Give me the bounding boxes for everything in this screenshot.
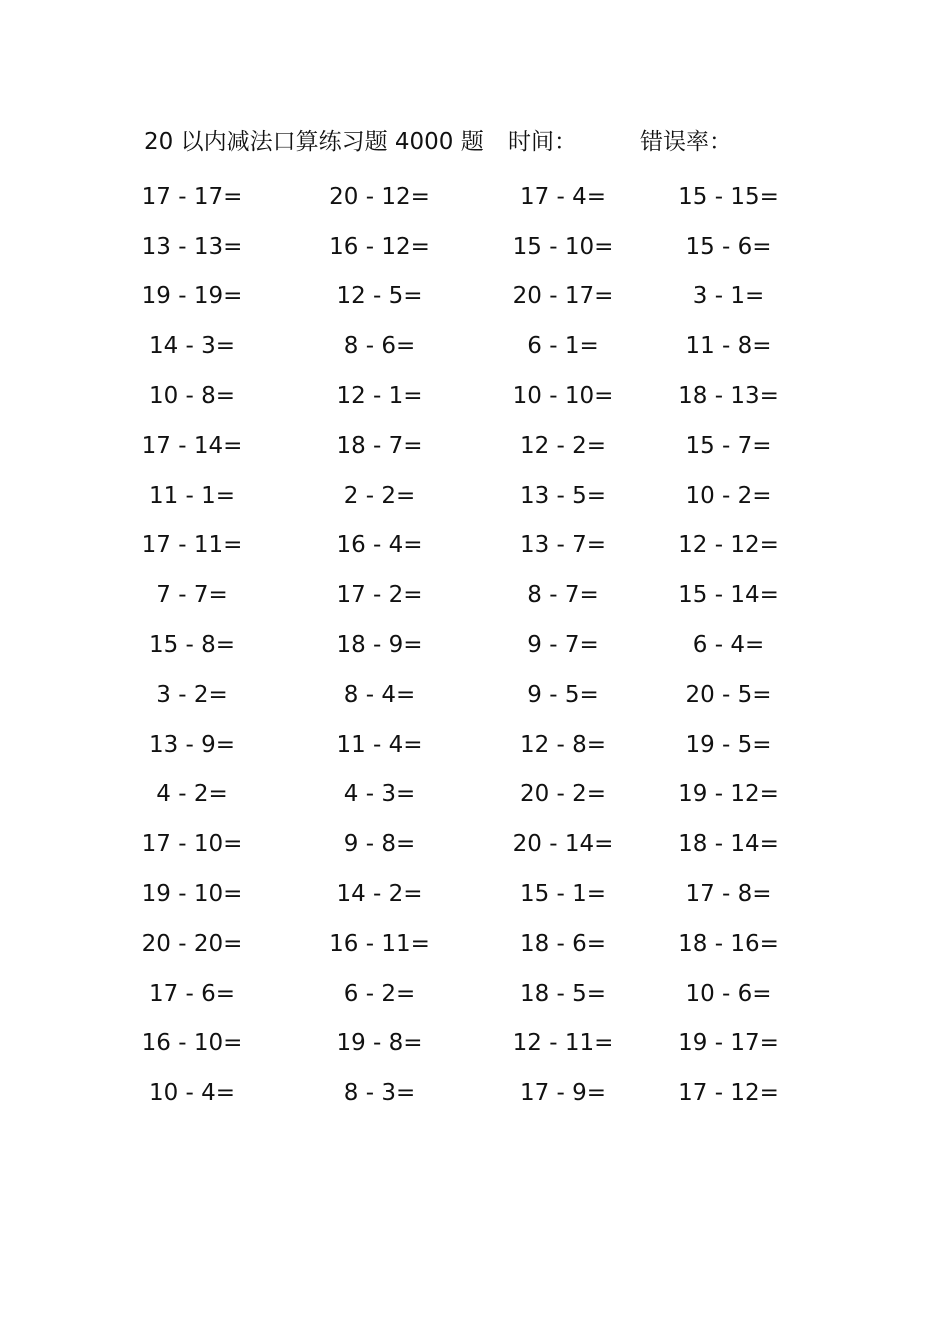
problem-cell: 20 - 14= — [512, 831, 614, 858]
problem-row — [120, 521, 820, 571]
problem-cell: 12 - 2= — [519, 432, 607, 459]
problem-row — [120, 421, 820, 471]
worksheet-title: 20 以内减法口算练习题 4000 题 — [144, 129, 484, 155]
problem-cell: 15 - 8= — [148, 632, 236, 659]
problem-cell: 15 - 15= — [678, 183, 779, 210]
problem-cell: 19 - 17= — [678, 1030, 779, 1057]
problem-cell: 14 - 3= — [148, 333, 236, 360]
problem-cell: 4 - 2= — [156, 781, 228, 808]
problem-cell: 10 - 4= — [148, 1080, 236, 1107]
problem-row — [120, 172, 820, 222]
problem-row — [120, 471, 820, 521]
problem-cell: 12 - 8= — [519, 731, 607, 758]
problem-cell: 11 - 4= — [336, 731, 423, 758]
problem-cell: 16 - 12= — [329, 233, 430, 260]
problem-cell: 17 - 10= — [141, 831, 243, 858]
problem-cell: 16 - 4= — [336, 532, 423, 559]
problem-cell: 17 - 14= — [141, 432, 243, 459]
problem-row — [120, 570, 820, 620]
problem-cell: 8 - 4= — [343, 681, 416, 708]
problem-cell: 15 - 6= — [685, 233, 772, 260]
problem-row — [120, 770, 820, 820]
problem-cell: 18 - 14= — [678, 831, 779, 858]
problem-row — [120, 819, 820, 869]
problem-row — [120, 969, 820, 1019]
time-label: 时间： — [508, 129, 577, 155]
problem-cell: 13 - 13= — [141, 233, 243, 260]
problem-cell: 18 - 6= — [519, 930, 607, 957]
problem-cell: 19 - 10= — [141, 881, 243, 908]
problem-cell: 2 - 2= — [343, 482, 416, 509]
problem-cell: 3 - 2= — [156, 681, 228, 708]
problem-cell: 10 - 6= — [685, 980, 772, 1007]
problem-cell: 12 - 1= — [336, 383, 423, 410]
problem-cell: 3 - 1= — [692, 283, 765, 310]
problem-cell: 17 - 17= — [141, 183, 243, 210]
worksheet-header — [144, 124, 844, 160]
problem-cell: 8 - 7= — [527, 582, 599, 609]
problem-cell: 17 - 4= — [519, 183, 607, 210]
problem-row — [120, 371, 820, 421]
problem-cell: 9 - 8= — [343, 831, 416, 858]
problem-cell: 19 - 12= — [678, 781, 779, 808]
problem-cell: 15 - 7= — [685, 432, 772, 459]
problem-cell: 7 - 7= — [156, 582, 228, 609]
error-rate-label: 错误率： — [640, 129, 732, 155]
problem-cell: 11 - 1= — [148, 482, 236, 509]
problem-cell: 6 - 1= — [527, 333, 599, 360]
problem-cell: 17 - 2= — [336, 582, 423, 609]
problem-cell: 20 - 2= — [519, 781, 607, 808]
problem-cell: 19 - 5= — [685, 731, 772, 758]
problem-grid — [120, 172, 820, 1118]
problem-cell: 10 - 8= — [148, 383, 236, 410]
problem-cell: 8 - 6= — [343, 333, 416, 360]
problem-cell: 17 - 12= — [678, 1080, 779, 1107]
problem-cell: 12 - 11= — [512, 1030, 614, 1057]
problem-cell: 10 - 10= — [512, 383, 614, 410]
problem-cell: 18 - 16= — [678, 930, 779, 957]
problem-cell: 18 - 13= — [678, 383, 779, 410]
problem-cell: 12 - 5= — [336, 283, 423, 310]
problem-cell: 4 - 3= — [343, 781, 416, 808]
problem-cell: 15 - 1= — [519, 881, 607, 908]
problem-cell: 13 - 5= — [519, 482, 607, 509]
problem-row — [120, 869, 820, 919]
problem-cell: 14 - 2= — [336, 881, 423, 908]
problem-row — [120, 670, 820, 720]
problem-cell: 9 - 7= — [527, 632, 599, 659]
problem-cell: 18 - 7= — [336, 432, 423, 459]
problem-cell: 19 - 8= — [336, 1030, 423, 1057]
problem-row — [120, 272, 820, 322]
problem-cell: 20 - 20= — [141, 930, 243, 957]
problem-cell: 6 - 2= — [343, 980, 416, 1007]
problem-cell: 6 - 4= — [692, 632, 765, 659]
problem-row — [120, 720, 820, 770]
problem-cell: 13 - 9= — [148, 731, 236, 758]
problem-cell: 10 - 2= — [685, 482, 772, 509]
problem-cell: 19 - 19= — [141, 283, 243, 310]
problem-cell: 17 - 8= — [685, 881, 772, 908]
problem-cell: 17 - 6= — [148, 980, 236, 1007]
problem-row — [120, 919, 820, 969]
problem-row — [120, 222, 820, 272]
problem-cell: 8 - 3= — [343, 1080, 416, 1107]
problem-cell: 20 - 12= — [329, 183, 430, 210]
problem-row — [120, 1019, 820, 1069]
problem-cell: 18 - 5= — [519, 980, 607, 1007]
problem-cell: 9 - 5= — [527, 681, 599, 708]
problem-row — [120, 620, 820, 670]
problem-cell: 17 - 9= — [519, 1080, 607, 1107]
problem-cell: 16 - 10= — [141, 1030, 243, 1057]
problem-cell: 20 - 17= — [512, 283, 614, 310]
problem-cell: 11 - 8= — [685, 333, 772, 360]
problem-cell: 18 - 9= — [336, 632, 423, 659]
problem-cell: 15 - 14= — [678, 582, 779, 609]
problem-cell: 16 - 11= — [329, 930, 430, 957]
problem-cell: 20 - 5= — [685, 681, 772, 708]
problem-row — [120, 321, 820, 371]
problem-row — [120, 1068, 820, 1118]
problem-cell: 15 - 10= — [512, 233, 614, 260]
problem-cell: 13 - 7= — [519, 532, 607, 559]
problem-cell: 12 - 12= — [678, 532, 779, 559]
problem-cell: 17 - 11= — [141, 532, 243, 559]
